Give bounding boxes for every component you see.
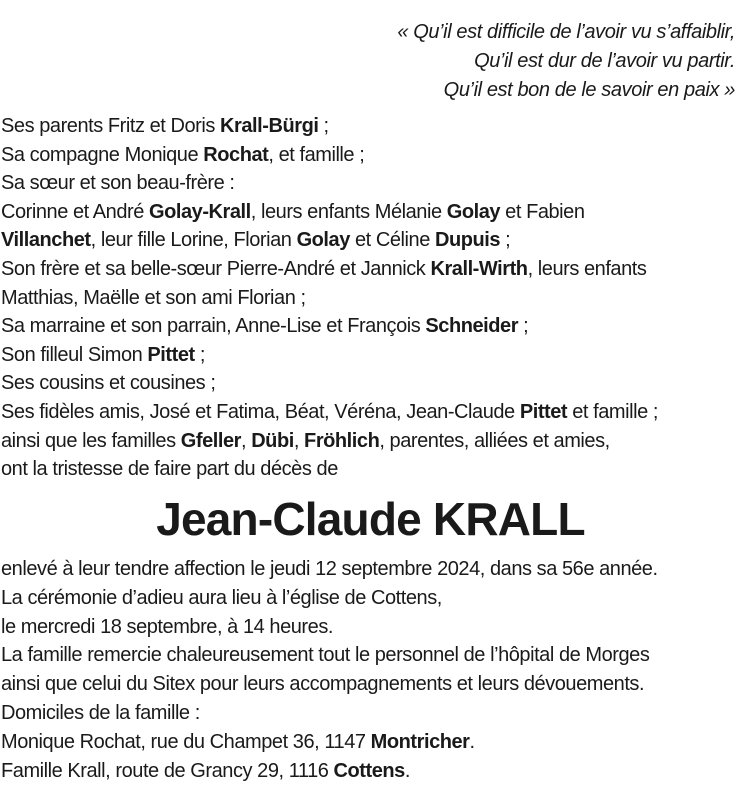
text-segment: et famille ; <box>567 401 659 423</box>
family-line <box>1 226 510 254</box>
family-line <box>1 398 658 426</box>
text-segment: Sa marraine et son parrain, Anne-Lise et François <box>1 315 426 338</box>
surname-bold: Pittet <box>519 401 568 423</box>
text-segment: , et famille ; <box>268 143 365 166</box>
text-segment: Son frère et sa belle-sœur Pierre-André et Jannick <box>1 258 431 280</box>
text-segment: Sa sœur et son beau-frère : <box>1 172 235 195</box>
text-segment: ; <box>500 229 511 252</box>
text-segment: . <box>404 759 410 782</box>
text-segment: Matthias, Maëlle et son ami Florian ; <box>1 286 306 309</box>
text-segment: ; <box>194 343 205 366</box>
surname-bold: Montricher <box>370 730 470 753</box>
text-segment: et Fabien <box>500 200 585 223</box>
text-segment: Sa compagne Monique <box>1 143 204 166</box>
text-segment: , leur fille Lorine, Florian <box>90 229 297 252</box>
detail-line <box>1 757 410 785</box>
text-segment: . <box>469 730 475 753</box>
family-line <box>1 455 338 483</box>
detail-line <box>1 555 658 583</box>
text-segment: ont la tristesse de faire part du décès de <box>1 458 338 481</box>
text-segment: et Céline <box>349 229 435 252</box>
detail-line <box>1 699 200 727</box>
surname-bold: Fröhlich <box>304 429 380 452</box>
text-segment: Corinne et André <box>1 200 150 223</box>
deceased-name: Jean-Claude KRALL <box>156 493 585 545</box>
text-segment: ; <box>318 115 329 137</box>
surname-bold: Krall-Bürgi <box>220 115 319 137</box>
surname-bold: Golay-Krall <box>149 200 251 223</box>
surname-bold: Dupuis <box>435 229 501 252</box>
text-segment: , leurs enfants Mélanie <box>250 200 447 223</box>
family-line <box>1 341 205 369</box>
surname-bold: Rochat <box>203 143 269 166</box>
detail-line <box>1 613 333 641</box>
text-segment: ainsi que les familles <box>1 429 181 452</box>
text-segment: Son filleul Simon <box>1 343 148 366</box>
surname-bold: Golay <box>296 229 350 252</box>
detail-line <box>1 670 644 698</box>
epigraph-poem <box>397 18 735 105</box>
text-segment: Ses cousins et cousines ; <box>1 372 216 395</box>
family-line <box>1 427 610 455</box>
poem-line: « Qu’il est difficile de l’avoir vu s’affaiblir, <box>397 21 735 43</box>
family-line <box>1 255 646 283</box>
detail-line <box>1 641 649 669</box>
detail-line <box>1 584 442 612</box>
family-line <box>1 169 235 197</box>
family-line <box>1 369 215 397</box>
text-segment: le mercredi 18 septembre, à 14 heures. <box>1 615 333 638</box>
surname-bold: Krall-Wirth <box>430 258 528 280</box>
family-line <box>1 112 329 140</box>
text-segment: Ses fidèles amis, José et Fatima, Béat, Véréna, Jean-Claude <box>1 401 520 423</box>
poem-line: Qu’il est bon de le savoir en paix » <box>443 79 735 101</box>
text-segment: Domiciles de la famille : <box>1 702 200 724</box>
surname-bold: Gfeller <box>180 429 241 452</box>
surname-bold: Dübi <box>251 429 294 452</box>
surname-bold: Villanchet <box>1 229 91 252</box>
family-line <box>1 284 306 312</box>
text-segment: ainsi que celui du Sitex pour leurs accompagnements et leurs dévouements. <box>1 673 645 696</box>
text-segment: La cérémonie d’adieu aura lieu à l’église de Cottens, <box>1 586 442 609</box>
surname-bold: Golay <box>446 200 501 223</box>
text-segment: Famille Krall, route de Grancy 29, 1116 <box>1 759 334 782</box>
text-segment: Monique Rochat, rue du Champet 36, 1147 <box>1 730 371 753</box>
surname-bold: Schneider <box>425 315 519 338</box>
text-segment: ; <box>518 315 529 338</box>
poem-line: Qu’il est dur de l’avoir vu partir. <box>474 50 735 72</box>
text-segment: , parentes, alliées et amies, <box>379 429 610 452</box>
family-line <box>1 198 585 226</box>
text-segment: , <box>240 429 252 452</box>
surname-bold: Pittet <box>147 343 195 366</box>
text-segment: , leurs enfants <box>527 258 647 280</box>
text-segment: La famille remercie chaleureusement tout le personnel de l’hôpital de Morges <box>1 644 650 667</box>
surname-bold: Cottens <box>333 759 405 782</box>
family-line <box>1 141 364 169</box>
text-segment: , <box>293 429 305 452</box>
text-segment: Ses parents Fritz et Doris <box>1 115 221 137</box>
family-line <box>1 312 528 340</box>
text-segment: enlevé à leur tendre affection le jeudi 12 septembre 2024, dans sa 56e année. <box>1 558 658 580</box>
detail-line <box>1 728 475 756</box>
